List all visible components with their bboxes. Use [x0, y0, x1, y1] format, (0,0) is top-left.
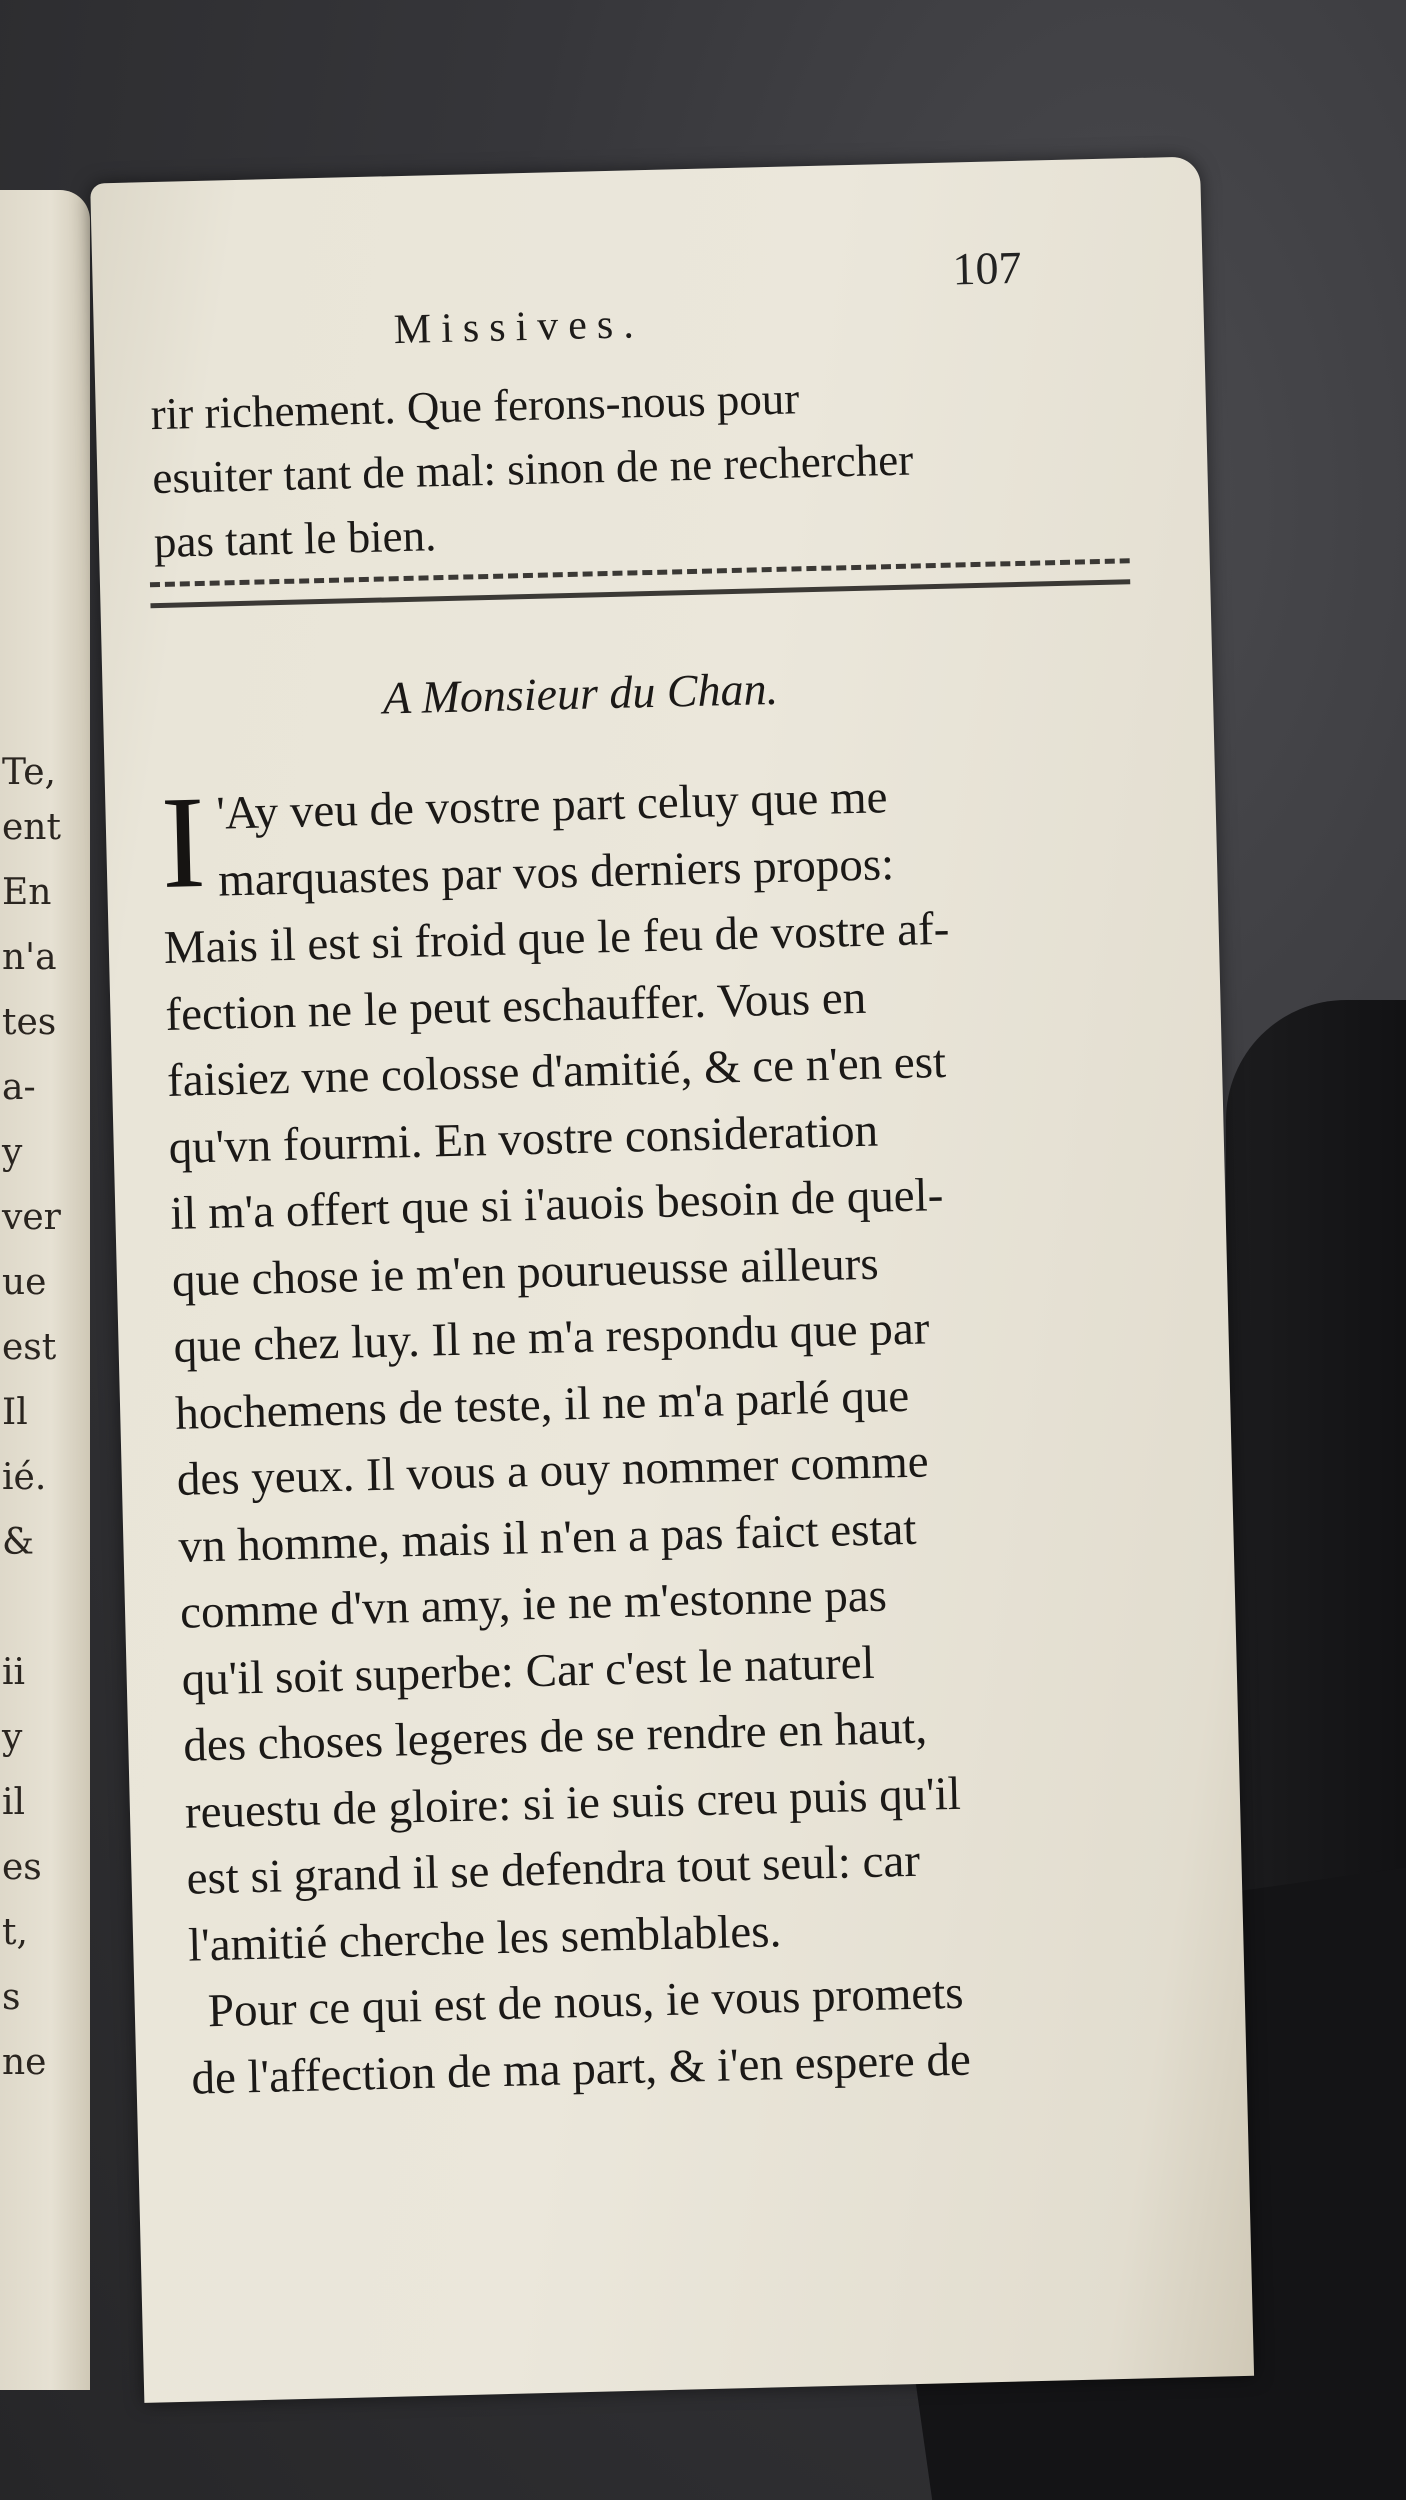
text-line: qu'vn fourmi. En vostre consideration	[168, 1104, 879, 1174]
drop-cap: I	[159, 767, 208, 916]
letter-body	[160, 758, 1172, 2112]
facing-text: s	[2, 1977, 21, 2018]
facing-text: y	[2, 1132, 23, 1173]
text-line: Pour ce qui est de nous, ie vous promets	[207, 1966, 965, 2038]
facing-text: ié.	[2, 1457, 47, 1498]
facing-text: y	[2, 1717, 23, 1758]
facing-text: t,	[2, 1912, 28, 1953]
text-line: pas tant le bien.	[153, 510, 437, 568]
facing-text: il	[2, 1782, 26, 1823]
text-line: il m'a offert que si i'auois besoin de quel-	[169, 1169, 944, 1240]
text-line: des yeux. Il vous a ouy nommer comme	[176, 1435, 930, 1506]
text-line: est si grand il se defendra tout seul: car	[185, 1834, 921, 1905]
text-line: que chez luy. Il ne m'a respondu que par	[172, 1302, 930, 1373]
facing-text: ue	[2, 1262, 47, 1303]
facing-text: a-	[2, 1067, 36, 1108]
text-line: vn homme, mais il n'en a pas faict estat	[177, 1502, 917, 1573]
text-line: qu'il soit superbe: Car c'est le naturel	[181, 1636, 876, 1706]
facing-text: En	[2, 872, 52, 913]
facing-text: es	[2, 1847, 42, 1888]
facing-text: ver	[2, 1197, 61, 1238]
text-line: rir richement. Que ferons-nous pour	[150, 373, 800, 440]
facing-text: ii	[2, 1652, 26, 1693]
facing-text: Te,	[2, 752, 56, 793]
facing-page-fragment	[0, 190, 90, 2390]
facing-text: ne	[2, 2042, 47, 2083]
text-line: faisiez vne colosse d'amitié, & ce n'en est	[166, 1035, 947, 1107]
facing-text: Il	[2, 1392, 28, 1433]
text-line: que chose ie m'en pourueusse ailleurs	[171, 1237, 880, 1307]
text-line: hochemens de teste, il ne m'a parlé que	[174, 1369, 910, 1440]
text-line: marquastes par vos derniers propos:	[217, 837, 895, 907]
text-line: 'Ay veu de vostre part celuy que me	[215, 771, 889, 840]
facing-text: ent	[2, 807, 61, 848]
text-line: reuestu de gloire: si ie suis creu puis qu'il	[184, 1767, 962, 1839]
facing-text: n'a	[2, 937, 57, 978]
text-line: des choses legeres de se rendre en haut,	[182, 1701, 928, 1772]
previous-letter-ending	[150, 358, 1134, 574]
text-line: esuiter tant de mal: sinon de ne rechercher	[151, 434, 914, 504]
running-head: Missives.	[393, 301, 645, 354]
text-line: fection ne le peut eschauffer. Vous en	[164, 971, 867, 1041]
letter-heading: A Monsieur du Chan.	[382, 662, 779, 724]
text-line: Mais il est si froid que le feu de vostre af-	[163, 902, 950, 974]
page-number: 107	[951, 241, 1023, 295]
book-page	[90, 156, 1254, 2402]
facing-text: &	[2, 1522, 35, 1563]
text-line: comme d'vn amy, ie ne m'estonne pas	[179, 1569, 888, 1639]
text-line: l'amitié cherche les semblables.	[187, 1904, 782, 1972]
facing-text: tes	[2, 1002, 57, 1043]
text-line: de l'affection de ma part, & i'en espere de	[190, 2033, 972, 2105]
facing-text: est	[2, 1327, 57, 1368]
